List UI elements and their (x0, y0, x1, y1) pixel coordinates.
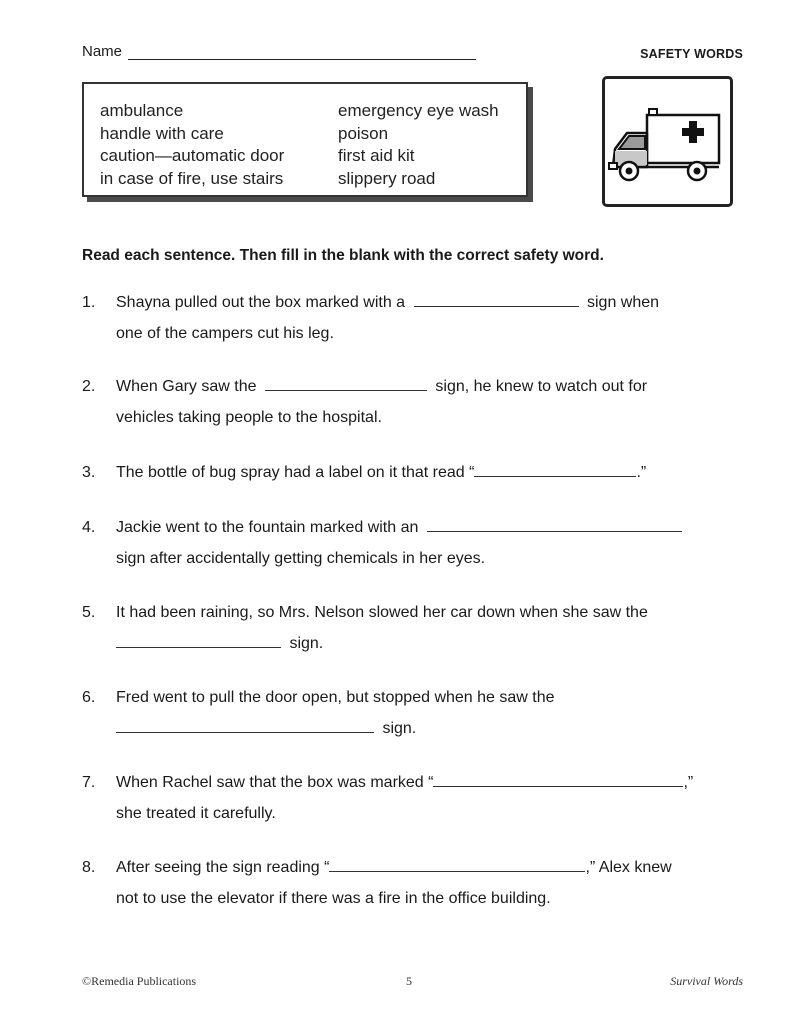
word-bank-item: emergency eye wash (338, 101, 499, 120)
question-text: Fred went to pull the door open, but stopped when he saw the (116, 689, 555, 706)
question-text: It had been raining, so Mrs. Nelson slowed her car down when she saw the (116, 604, 648, 621)
question-text: When Gary saw the (116, 378, 257, 395)
question-number: 7. (82, 774, 96, 791)
question-text: .” (636, 464, 647, 481)
question-text: Jackie went to the fountain marked with an (116, 519, 419, 536)
question-text: not to use the elevator if there was a fire in the office building. (116, 890, 551, 907)
answer-blank[interactable] (474, 460, 636, 477)
question-text: she treated it carefully. (116, 805, 276, 822)
picture-frame (602, 76, 733, 207)
question-number: 6. (82, 689, 96, 706)
answer-blank[interactable] (116, 716, 374, 733)
name-blank-line[interactable] (128, 45, 476, 60)
question-text: sign. (289, 635, 324, 652)
name-label: Name (82, 43, 123, 60)
word-bank-item: first aid kit (338, 146, 415, 165)
word-bank-box (82, 82, 528, 197)
answer-blank[interactable] (265, 374, 427, 391)
question-number: 4. (82, 519, 96, 536)
answer-blank[interactable] (116, 631, 281, 648)
question-text: vehicles taking people to the hospital. (116, 409, 382, 426)
name-field[interactable] (82, 43, 476, 60)
question-number: 1. (82, 294, 96, 311)
question-text: sign. (382, 720, 417, 737)
answer-blank[interactable] (427, 515, 682, 532)
page-title: SAFETY WORDS (640, 47, 743, 61)
question-number: 5. (82, 604, 96, 621)
ambulance-icon (605, 79, 730, 204)
question-text: sign when (586, 294, 660, 311)
word-bank-item: ambulance (100, 101, 184, 120)
footer-publisher: ©Remedia Publications (82, 974, 197, 988)
question-text: one of the campers cut his leg. (116, 325, 334, 342)
question-number: 3. (82, 464, 96, 481)
question-text: sign after accidentally getting chemicals in her eyes. (116, 550, 486, 567)
word-bank-right-column (338, 100, 499, 190)
question-text: sign, he knew to watch out for (435, 378, 648, 395)
instructions: Read each sentence. Then fill in the blank with the correct safety word. (82, 247, 604, 264)
question-text: After seeing the sign reading “ (116, 859, 330, 876)
footer-book-title: Survival Words (670, 974, 743, 988)
answer-blank[interactable] (329, 855, 585, 872)
answer-blank[interactable] (433, 770, 683, 787)
word-bank-item: poison (338, 123, 389, 143)
word-bank-item: slippery road (338, 168, 436, 188)
question-text: The bottle of bug spray had a label on it that read “ (116, 464, 475, 481)
word-bank-left-column (100, 100, 284, 190)
question-text: ,” Alex knew (585, 859, 672, 876)
question-text: Shayna pulled out the box marked with a (116, 294, 406, 311)
word-bank-item: caution—automatic door (100, 146, 285, 165)
question-text: When Rachel saw that the box was marked “ (116, 774, 434, 791)
word-bank-item: handle with care (100, 123, 224, 143)
question-number: 8. (82, 859, 96, 876)
question-text: ,” (683, 774, 694, 791)
answer-blank[interactable] (414, 290, 579, 307)
question-number: 2. (82, 378, 96, 395)
footer-page-number: 5 (406, 974, 412, 988)
word-bank-item: in case of fire, use stairs (100, 168, 284, 188)
